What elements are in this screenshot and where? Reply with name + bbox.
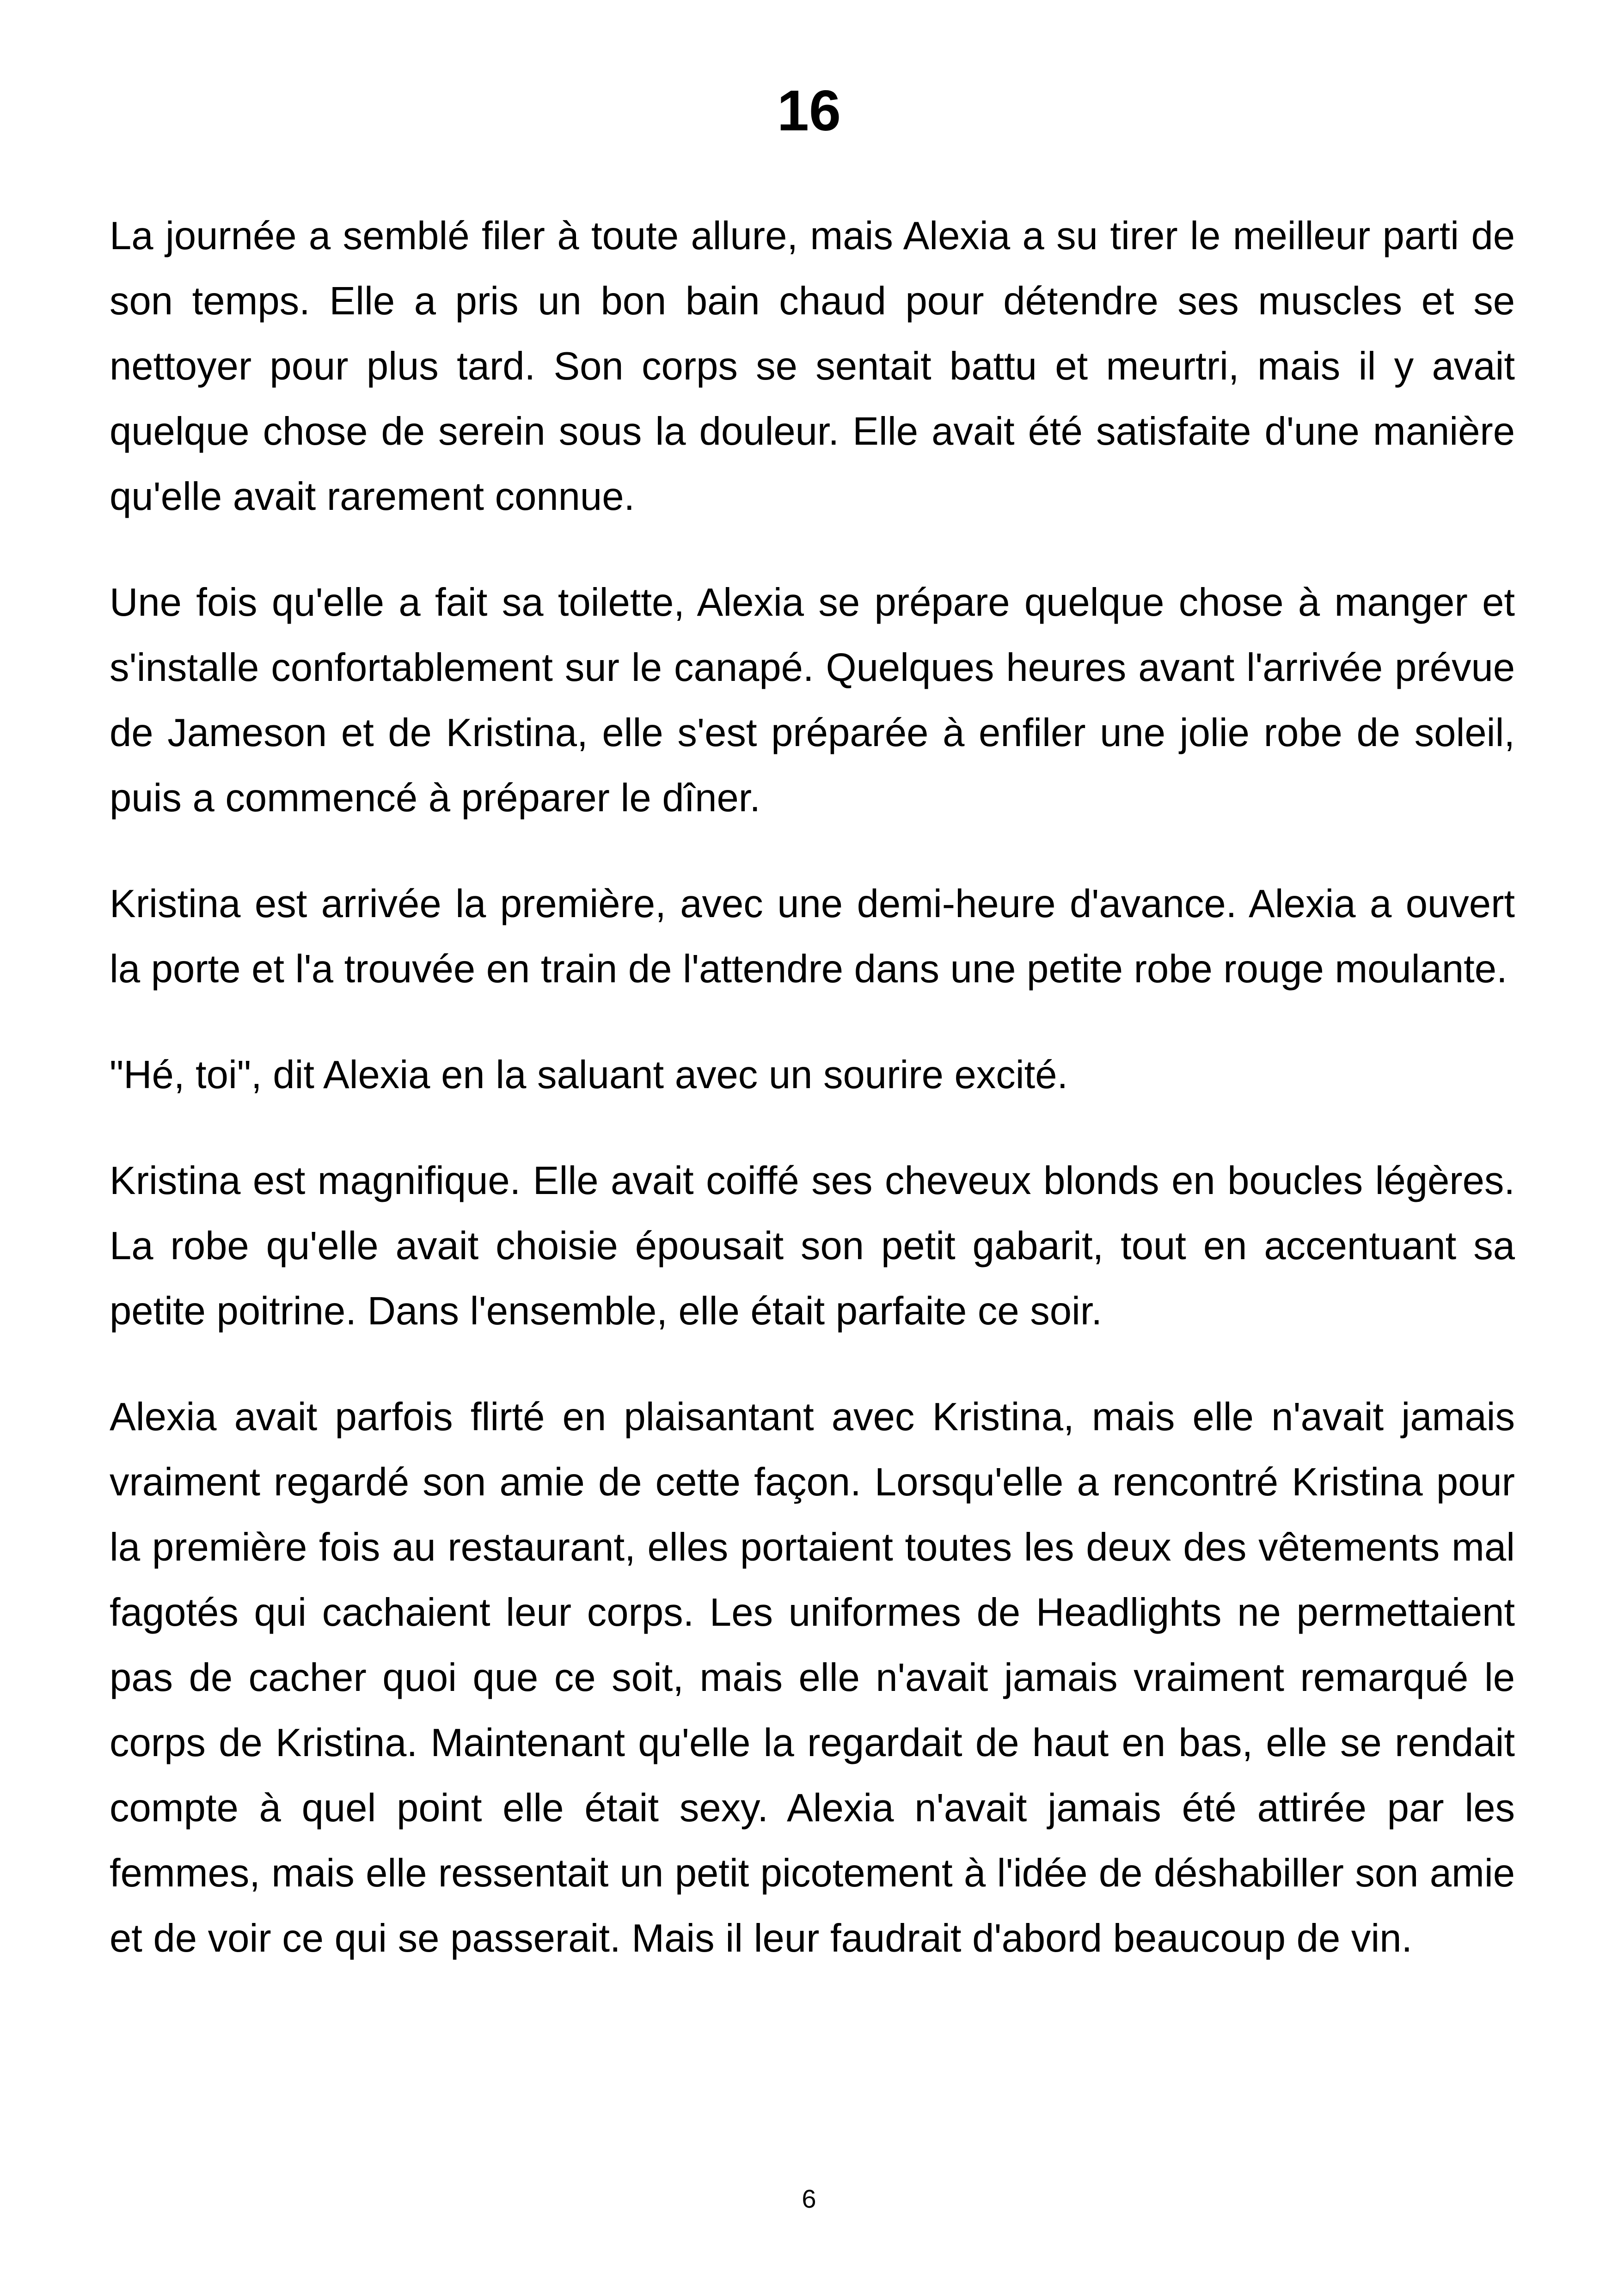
paragraph: Une fois qu'elle a fait sa toilette, Alexia se prépare quelque chose à manger et s'installe confortablement sur le canapé. Quelques heures avant l'arrivée prévue de Jameson et de Kristina, elle s'est préparée à enfiler une jolie robe de soleil, puis a commencé à préparer le dîner.: [110, 581, 1515, 820]
chapter-number: 16: [777, 79, 841, 143]
paragraph: Kristina est arrivée la première, avec une demi-heure d'avance. Alexia a ouvert la porte et l'a trouvée en train de l'attendre dans une petite robe rouge moulante.: [110, 882, 1515, 991]
paragraph: Alexia avait parfois flirté en plaisantant avec Kristina, mais elle n'avait jamais vraiment regardé son amie de cette façon. Lorsqu'elle a rencontré Kristina pour la première fois au restaurant, elles portaient toutes les deux des vêtements mal fagotés qui cachaient leur corps. Les uniformes de Headlights ne permettaient pas de cacher quoi que ce soit, mais elle n'avait jamais vraiment remarqué le corps de Kristina. Maintenant qu'elle la regardait de haut en bas, elle se rendait compte à quel point elle était sexy. Alexia n'avait jamais été attirée par les femmes, mais elle ressentait un petit picotement à l'idée de déshabiller son amie et de voir ce qui se passerait. Mais il leur faudrait d'abord beaucoup de vin.: [110, 1395, 1515, 1960]
body-text: [110, 203, 1515, 2012]
page-number: 6: [802, 2184, 816, 2213]
paragraph: Kristina est magnifique. Elle avait coiffé ses cheveux blonds en boucles légères. La robe qu'elle avait choisie épousait son petit gabarit, tout en accentuant sa petite poitrine. Dans l'ensemble, elle était parfaite ce soir.: [110, 1159, 1515, 1333]
paragraph: "Hé, toi", dit Alexia en la saluant avec un sourire excité.: [110, 1053, 1068, 1097]
paragraph: La journée a semblé filer à toute allure, mais Alexia a su tirer le meilleur parti de son temps. Elle a pris un bon bain chaud pour détendre ses muscles et se nettoyer pour plus tard. Son corps se sentait battu et meurtri, mais il y avait quelque chose de serein sous la douleur. Elle avait été satisfaite d'une manière qu'elle avait rarement connue.: [110, 214, 1515, 519]
